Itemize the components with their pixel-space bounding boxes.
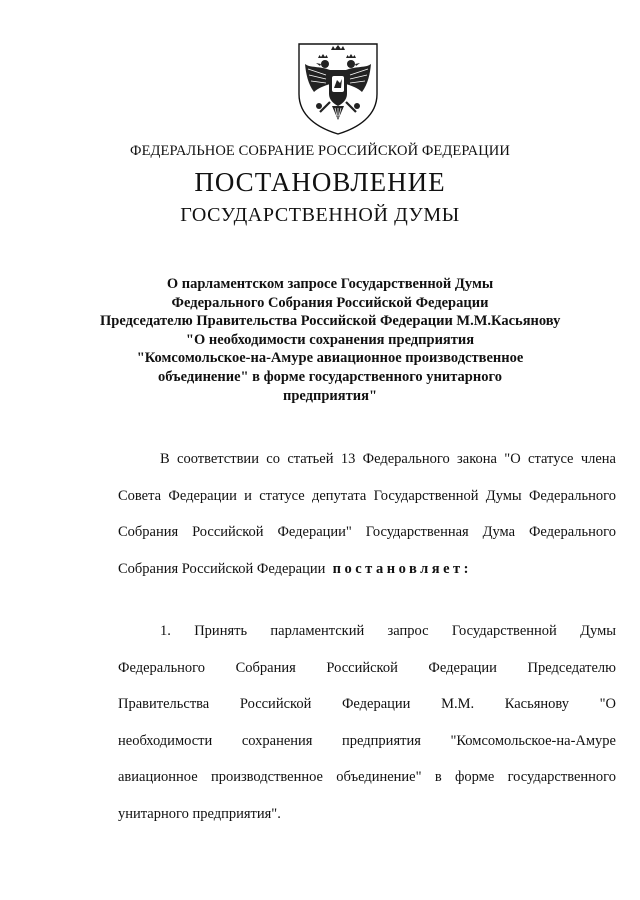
resolves-emphasis: постановляет: [332,560,472,577]
subject-line: объединение" в форме государственного унитарного [158,368,502,385]
paragraph-line: авиационное производственное объединение" в форме государственного [118,769,616,785]
subject-line: предприятия" [283,387,377,404]
organization-name: ФЕДЕРАЛЬНОЕ СОБРАНИЕ РОССИЙСКОЙ ФЕДЕРАЦИИ [130,143,510,159]
paragraph-line: унитарного предприятия". [118,805,281,822]
paragraph-line: Федерального Собрания Российской Федерации Председателю [118,659,616,676]
subject-line: "Комсомольское-на-Амуре авиационное производственное [136,350,524,367]
paragraph-line: В соответствии со статьей 13 Федерального закона "О статусе члена [160,451,616,467]
document-subject [100,275,560,405]
line-prefix: Собрания Российской Федерации [118,560,326,577]
subject-line: О парламентском запросе Государственной Думы [166,276,494,292]
document-type-title: ПОСТАНОВЛЕНИЕ [194,167,446,197]
paragraph-line: Собрания Российской Федерации" Государственная Дума Федерального [118,524,616,540]
subject-line: "О необходимости сохранения предприятия [185,331,475,348]
subject-line: Федерального Собрания Российской Федерации [171,294,489,311]
paragraph-line: необходимости сохранения предприятия "Комсомольское-на-Амуре [118,732,616,749]
preamble-paragraph [118,441,616,587]
issuer-title: ГОСУДАРСТВЕННОЙ ДУМЫ [180,204,460,226]
subject-line: Председателю Правительства Российской Федерации М.М.Касьянову [100,313,561,330]
paragraph-line: 1. Принять парламентский запрос Государственной Думы [160,623,616,639]
paragraph-line [118,551,616,588]
coat-of-arms-emblem [296,42,380,136]
paragraph-line: Правительства Российской Федерации М.М. Касьянову "О [118,696,616,712]
resolution-item-1 [118,613,616,832]
paragraph-line: Совета Федерации и статусе депутата Государственной Думы Федерального [118,487,616,504]
